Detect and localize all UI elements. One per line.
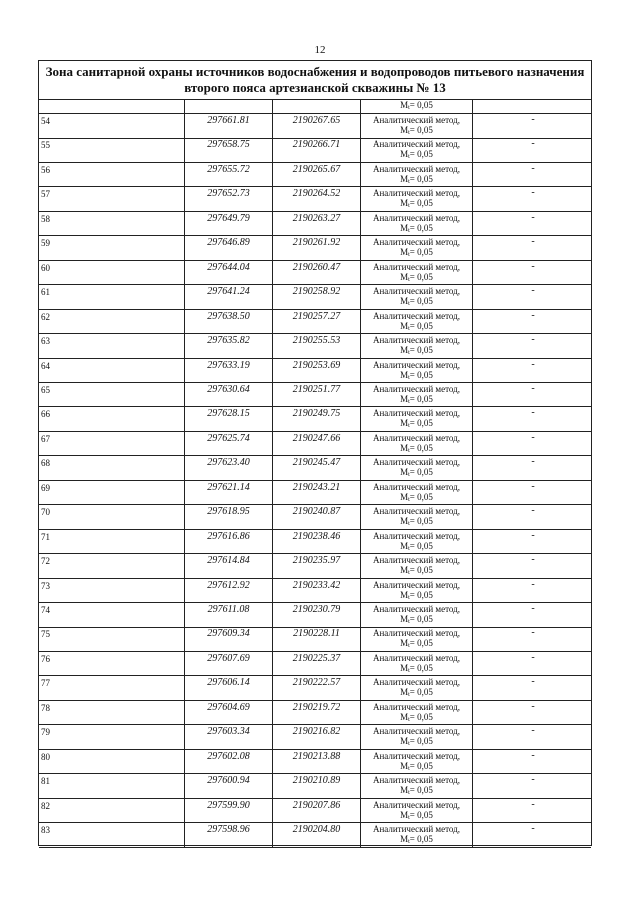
point-number: 75 <box>39 627 185 651</box>
method-label: Аналитический метод, <box>372 677 461 688</box>
method-accuracy: Mt= 0,05 <box>400 516 433 528</box>
table-row <box>39 212 591 237</box>
method-label: Аналитический метод, <box>372 457 461 468</box>
method-accuracy: Mt= 0,05 <box>400 540 433 552</box>
method-accuracy: Mt= 0,05 <box>400 662 433 674</box>
method-label: Аналитический метод, <box>372 701 461 712</box>
table-row <box>39 799 591 824</box>
method-cell <box>361 652 473 676</box>
method-accuracy: Mt= 0,05 <box>400 393 433 405</box>
coord-y: 2190249.75 <box>273 407 361 431</box>
point-number: 78 <box>39 701 185 725</box>
method-label: Аналитический метод, <box>372 310 461 321</box>
dash-cell: - <box>531 456 535 468</box>
coord-x: 297609.34 <box>185 627 273 651</box>
method-cell <box>361 603 473 627</box>
method-accuracy: Mt= 0,05 <box>400 711 433 723</box>
point-number: 68 <box>39 456 185 480</box>
coord-x: 297616.86 <box>185 530 273 554</box>
dash-cell: - <box>531 480 535 492</box>
coord-x: 297606.14 <box>185 676 273 700</box>
table-row <box>39 236 591 261</box>
coord-y: 2190219.72 <box>273 701 361 725</box>
method-cell <box>361 799 473 823</box>
method-cell <box>361 407 473 431</box>
table-row <box>39 261 591 286</box>
method-cell <box>361 701 473 725</box>
dash-cell: - <box>531 627 535 639</box>
table-row <box>39 823 591 848</box>
method-label: Аналитический метод, <box>372 335 461 346</box>
coord-y: 2190263.27 <box>273 212 361 236</box>
method-cell <box>361 579 473 603</box>
point-number: 56 <box>39 163 185 187</box>
point-number: 55 <box>39 138 185 162</box>
coord-x: 297644.04 <box>185 261 273 285</box>
point-number: 82 <box>39 799 185 823</box>
point-number: 81 <box>39 774 185 798</box>
method-accuracy: Mt= 0,05 <box>400 320 433 332</box>
point-number: 60 <box>39 261 185 285</box>
coord-y: 2190222.57 <box>273 676 361 700</box>
dash-cell: - <box>531 529 535 541</box>
method-cell <box>361 823 473 847</box>
coord-y: 2190265.67 <box>273 163 361 187</box>
coord-x: 297618.95 <box>185 505 273 529</box>
method-cell <box>361 310 473 334</box>
method-accuracy: Mt= 0,05 <box>400 271 433 283</box>
coord-x: 297625.74 <box>185 432 273 456</box>
coord-y: 2190230.79 <box>273 603 361 627</box>
point-number: 59 <box>39 236 185 260</box>
coord-y: 2190225.37 <box>273 652 361 676</box>
method-cell <box>361 554 473 578</box>
method-label: Аналитический метод, <box>372 652 461 663</box>
dash-cell: - <box>531 260 535 272</box>
table-row <box>39 163 591 188</box>
method-cell <box>361 456 473 480</box>
method-label: Аналитический метод, <box>372 481 461 492</box>
point-number: 80 <box>39 750 185 774</box>
method-label: Аналитический метод, <box>372 115 461 125</box>
continuation-row <box>39 100 591 114</box>
coord-x: 297633.19 <box>185 359 273 383</box>
method-accuracy: Mt= 0,05 <box>400 442 433 454</box>
dash-cell: - <box>531 309 535 321</box>
table-row <box>39 187 591 212</box>
coord-y: 2190257.27 <box>273 310 361 334</box>
table-row <box>39 701 591 726</box>
coord-y: 2190255.53 <box>273 334 361 358</box>
coord-x: 297649.79 <box>185 212 273 236</box>
document-frame <box>38 60 592 846</box>
method-accuracy: Mt= 0,05 <box>400 369 433 381</box>
coord-x: 297646.89 <box>185 236 273 260</box>
method-accuracy: Mt= 0,05 <box>400 736 433 748</box>
table-row <box>39 481 591 506</box>
method-accuracy: Mt= 0,05 <box>400 834 433 846</box>
coord-x: 297604.69 <box>185 701 273 725</box>
method-accuracy: Mt= 0,05 <box>400 173 433 185</box>
method-label: Аналитический метод, <box>372 237 461 248</box>
table-row <box>39 579 591 604</box>
method-accuracy: Mt= 0,05 <box>400 125 433 136</box>
dash-cell: - <box>531 382 535 394</box>
coord-y: 2190240.87 <box>273 505 361 529</box>
point-number: 83 <box>39 823 185 847</box>
method-cell <box>361 530 473 554</box>
method-label: Аналитический метод, <box>372 555 461 566</box>
point-number: 77 <box>39 676 185 700</box>
point-number: 66 <box>39 407 185 431</box>
method-label: Аналитический метод, <box>372 775 461 786</box>
method-accuracy: Mt= 0,05 <box>400 222 433 234</box>
method-accuracy: Mt= 0,05 <box>400 785 433 797</box>
method-cell <box>361 212 473 236</box>
table-row <box>39 407 591 432</box>
dash-cell: - <box>531 578 535 590</box>
dash-cell: - <box>531 554 535 566</box>
cell-y <box>273 100 361 113</box>
dash-cell: - <box>531 700 535 712</box>
method-cell <box>361 187 473 211</box>
method-cell <box>361 163 473 187</box>
method-accuracy: Mt= 0,05 <box>400 760 433 772</box>
title-line-1: Зона санитарной охраны источников водоснабжения и водопроводов питьевого назначения <box>45 64 585 79</box>
coord-y: 2190245.47 <box>273 456 361 480</box>
coord-x: 297658.75 <box>185 138 273 162</box>
method-cell <box>361 236 473 260</box>
dash-cell: - <box>531 505 535 517</box>
dash-cell: - <box>531 407 535 419</box>
point-number: 65 <box>39 383 185 407</box>
dash-cell: - <box>531 725 535 737</box>
coord-y: 2190267.65 <box>273 114 361 138</box>
table-row <box>39 725 591 750</box>
coord-x: 297612.92 <box>185 579 273 603</box>
coord-x: 297635.82 <box>185 334 273 358</box>
dash-cell: - <box>531 431 535 443</box>
coord-x: 297652.73 <box>185 187 273 211</box>
method-label: Аналитический метод, <box>372 212 461 223</box>
point-number: 64 <box>39 359 185 383</box>
coord-x: 297600.94 <box>185 774 273 798</box>
point-number: 58 <box>39 212 185 236</box>
point-number: 73 <box>39 579 185 603</box>
method-cell <box>361 750 473 774</box>
method-cell <box>361 383 473 407</box>
method-label: Аналитический метод, <box>372 799 461 810</box>
table-row <box>39 456 591 481</box>
cell-x <box>185 100 273 113</box>
method-accuracy: Mt= 0,05 <box>400 687 433 699</box>
method-label: Аналитический метод, <box>372 604 461 614</box>
dash-cell: - <box>531 749 535 761</box>
point-number: 72 <box>39 554 185 578</box>
method-label: Аналитический метод, <box>372 579 461 590</box>
method-label: Аналитический метод, <box>372 139 461 150</box>
coord-x: 297661.81 <box>185 114 273 138</box>
method-label: Аналитический метод, <box>372 530 461 541</box>
method-cell <box>361 359 473 383</box>
dash-cell: - <box>531 774 535 786</box>
method-cell <box>361 774 473 798</box>
coord-y: 2190258.92 <box>273 285 361 309</box>
coord-y: 2190264.52 <box>273 187 361 211</box>
method-cell <box>361 334 473 358</box>
method-cell <box>361 505 473 529</box>
method-accuracy: Mt= 0,05 <box>400 491 433 503</box>
method-label: Аналитический метод, <box>372 359 461 370</box>
coord-y: 2190261.92 <box>273 236 361 260</box>
table-title <box>39 61 591 100</box>
point-number: 63 <box>39 334 185 358</box>
point-number: 57 <box>39 187 185 211</box>
dash-cell: - <box>531 138 535 150</box>
point-number: 79 <box>39 725 185 749</box>
dash-cell: - <box>531 823 535 835</box>
coord-x: 297628.15 <box>185 407 273 431</box>
method-label: Аналитический метод, <box>372 261 461 272</box>
dash-cell: - <box>531 162 535 174</box>
table-row <box>39 505 591 530</box>
dash-cell: - <box>531 114 535 125</box>
dash-cell: - <box>531 334 535 346</box>
table-row <box>39 603 591 628</box>
dash-cell: - <box>531 651 535 663</box>
method-label: Аналитический метод, <box>372 628 461 639</box>
method-accuracy: Mt= 0,05 <box>400 198 433 210</box>
method-label: Аналитический метод, <box>372 286 461 297</box>
method-accuracy: Mt= 0,05 <box>400 614 433 625</box>
method-cell <box>361 725 473 749</box>
table-row <box>39 334 591 359</box>
coord-y: 2190260.47 <box>273 261 361 285</box>
coord-x: 297630.64 <box>185 383 273 407</box>
point-number: 74 <box>39 603 185 627</box>
coord-y: 2190213.88 <box>273 750 361 774</box>
method-label: Аналитический метод, <box>372 408 461 419</box>
point-number: 70 <box>39 505 185 529</box>
coord-y: 2190247.66 <box>273 432 361 456</box>
point-number: 62 <box>39 310 185 334</box>
method-label: Аналитический метод, <box>372 432 461 443</box>
method-label: Аналитический метод, <box>372 506 461 517</box>
method-cell <box>361 481 473 505</box>
method-accuracy: Mt= 0,05 <box>400 149 433 161</box>
coord-x: 297607.69 <box>185 652 273 676</box>
dash-cell: - <box>531 285 535 297</box>
cell-number <box>39 100 185 113</box>
method-label: Аналитический метод, <box>372 163 461 174</box>
table-row <box>39 359 591 384</box>
table-row <box>39 432 591 457</box>
coord-y: 2190253.69 <box>273 359 361 383</box>
table-row <box>39 676 591 701</box>
coord-y: 2190266.71 <box>273 138 361 162</box>
dash-cell: - <box>531 211 535 223</box>
table-row <box>39 627 591 652</box>
method-accuracy: Mt= 0,05 <box>400 345 433 357</box>
method-cell <box>361 432 473 456</box>
method-label: Аналитический метод, <box>372 188 461 199</box>
method-accuracy: Mt= 0,05 <box>400 247 433 259</box>
coord-y: 2190210.89 <box>273 774 361 798</box>
method-cell <box>361 138 473 162</box>
coord-y: 2190251.77 <box>273 383 361 407</box>
method-label: Аналитический метод, <box>372 726 461 737</box>
coord-x: 297621.14 <box>185 481 273 505</box>
table-row <box>39 652 591 677</box>
method-accuracy: Mt= 0,05 <box>400 467 433 479</box>
method-label: Аналитический метод, <box>372 383 461 394</box>
coord-y: 2190235.97 <box>273 554 361 578</box>
point-number: 61 <box>39 285 185 309</box>
dash-cell: - <box>531 187 535 199</box>
method-cell <box>361 114 473 138</box>
coord-x: 297611.08 <box>185 603 273 627</box>
method-accuracy: Mt= 0,05 <box>400 296 433 308</box>
method-accuracy: Mt= 0,05 <box>400 589 433 601</box>
coord-x: 297638.50 <box>185 310 273 334</box>
coord-y: 2190233.42 <box>273 579 361 603</box>
method-cell <box>361 261 473 285</box>
method-accuracy: Mt= 0,05 <box>400 638 433 650</box>
coord-x: 297641.24 <box>185 285 273 309</box>
point-number: 69 <box>39 481 185 505</box>
title-line-2: второго пояса артезианской скважины № 13 <box>184 80 446 95</box>
method-accuracy: Mt= 0,05 <box>400 418 433 430</box>
coord-x: 297614.84 <box>185 554 273 578</box>
coord-x: 297603.34 <box>185 725 273 749</box>
dash-cell: - <box>531 798 535 810</box>
table-row <box>39 285 591 310</box>
coord-y: 2190216.82 <box>273 725 361 749</box>
table-row <box>39 310 591 335</box>
method-label: Аналитический метод, <box>372 750 461 761</box>
page-number: 12 <box>314 44 326 56</box>
dash-cell: - <box>531 603 535 614</box>
table-row <box>39 554 591 579</box>
table-row <box>39 774 591 799</box>
point-number: 76 <box>39 652 185 676</box>
coord-y: 2190238.46 <box>273 530 361 554</box>
coord-x: 297655.72 <box>185 163 273 187</box>
table-row <box>39 750 591 775</box>
point-number: 54 <box>39 114 185 138</box>
method-cell <box>361 676 473 700</box>
method-accuracy: Mt= 0,05 <box>400 565 433 577</box>
coord-y: 2190207.86 <box>273 799 361 823</box>
dash-cell: - <box>531 358 535 370</box>
dash-cell: - <box>531 236 535 248</box>
method-label: Аналитический метод, <box>372 824 461 835</box>
method-cell <box>361 627 473 651</box>
coord-x: 297602.08 <box>185 750 273 774</box>
point-number: 67 <box>39 432 185 456</box>
coord-x: 297623.40 <box>185 456 273 480</box>
method-cell <box>361 285 473 309</box>
table-row <box>39 383 591 408</box>
method-accuracy: Mt= 0,05 <box>400 809 433 821</box>
coord-y: 2190204.80 <box>273 823 361 847</box>
coord-y: 2190243.21 <box>273 481 361 505</box>
point-number: 71 <box>39 530 185 554</box>
table-row <box>39 530 591 555</box>
dash-cell: - <box>531 676 535 688</box>
cell-error <box>473 100 593 113</box>
cell-method: Mt= 0,05 <box>361 100 473 113</box>
coord-x: 297598.96 <box>185 823 273 847</box>
table-row <box>39 114 591 139</box>
coord-x: 297599.90 <box>185 799 273 823</box>
coord-y: 2190228.11 <box>273 627 361 651</box>
table-row <box>39 138 591 163</box>
